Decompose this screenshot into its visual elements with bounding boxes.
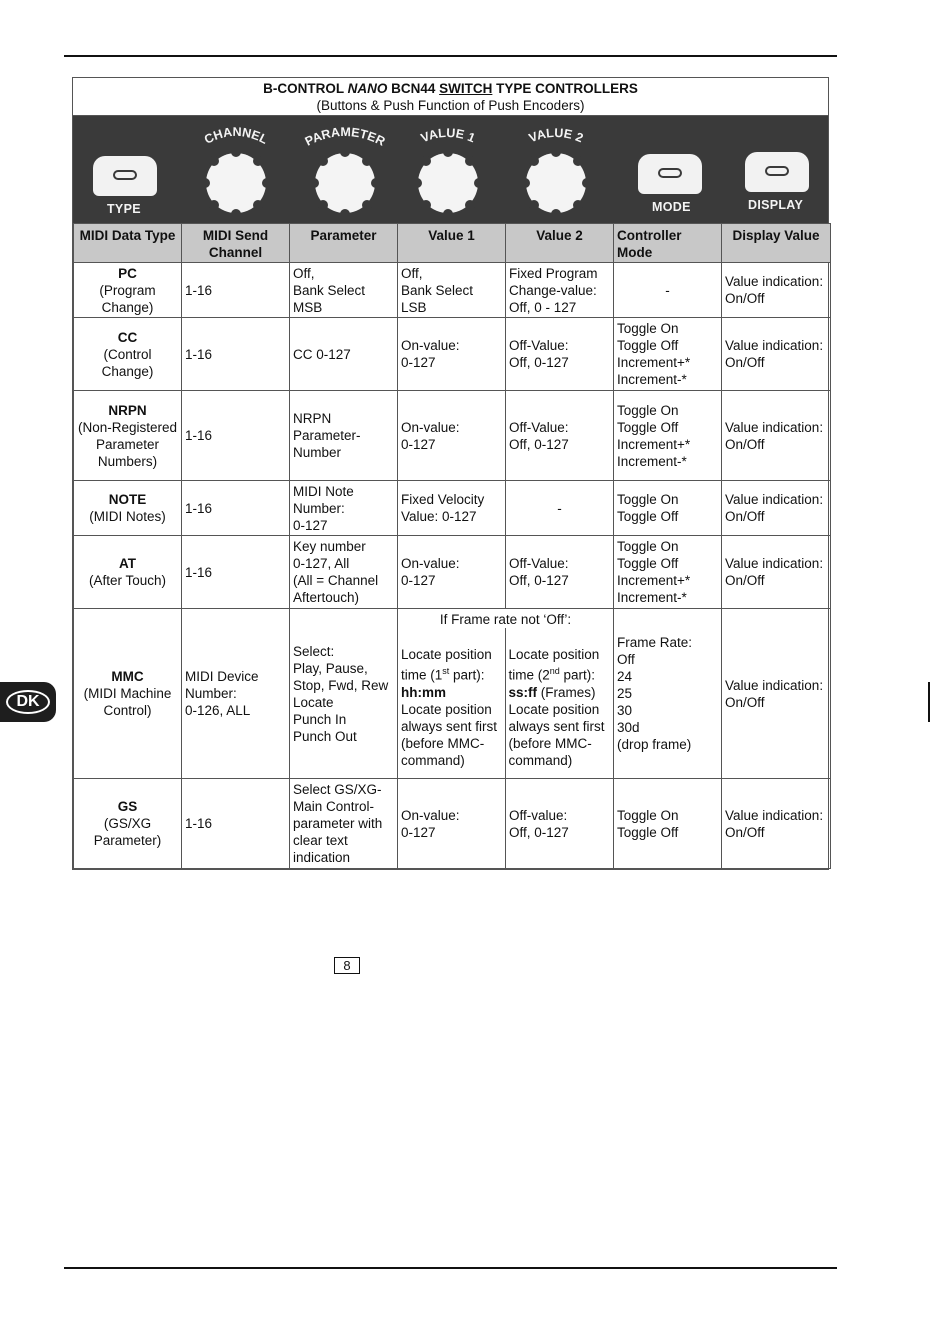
value2-line: always sent first <box>508 718 605 734</box>
frame-rate-note: If Frame rate not ‘Off’: <box>439 612 572 627</box>
type-description: (GS/XG Parameter) <box>93 816 162 848</box>
cell-value1 <box>398 263 506 318</box>
parameter-line: Play, Pause, <box>293 660 368 676</box>
cell-mode <box>614 263 722 318</box>
cell-channel: 1-16 <box>182 263 290 318</box>
type-name: CC <box>117 329 138 345</box>
value2-line: Locate position <box>508 701 600 717</box>
cell-value2 <box>506 391 614 481</box>
value2-line: Locate position <box>508 647 600 662</box>
table-row-cc <box>74 318 831 391</box>
mode-line: Frame Rate: <box>617 635 693 650</box>
table-row-pc <box>74 263 831 318</box>
language-tab-label: DK <box>6 690 50 714</box>
cell-values-mmc <box>398 609 614 779</box>
display-line: Value indication: <box>725 556 824 571</box>
table-header-row <box>74 224 831 263</box>
title-suffix: TYPE CONTROLLERS <box>492 81 638 96</box>
title-line <box>73 80 828 97</box>
cell-value2 <box>506 318 614 391</box>
parameter-knob-illustration <box>295 116 395 223</box>
title-switch-word: SWITCH <box>439 81 493 96</box>
table-body-special <box>74 609 831 869</box>
type-name: GS <box>117 799 138 814</box>
mode-line: Increment+* <box>617 355 691 370</box>
display-line: Value indication: <box>725 807 824 823</box>
cell-type <box>74 391 182 481</box>
table-row-gs <box>74 779 831 869</box>
col-header-display-value: Display Value <box>722 224 831 263</box>
value1-line: (before MMC- <box>401 735 485 751</box>
mode-line: Increment-* <box>617 453 687 469</box>
type-description: (Control Change) <box>101 346 154 379</box>
svg-text:CHANNEL: CHANNEL <box>202 124 271 147</box>
language-tab <box>0 682 56 722</box>
display-line: On/Off <box>725 509 765 524</box>
table-row-at <box>74 536 831 609</box>
type-description: (Non-Registered Parameter Numbers) <box>77 419 178 469</box>
page-number: 8 <box>334 957 360 974</box>
type-description: (Program Change) <box>99 282 156 315</box>
cell-value1-gs <box>398 779 506 869</box>
parameter-arc-label <box>295 120 395 152</box>
type-description: (After Touch) <box>88 573 167 588</box>
cell-value1 <box>398 481 506 536</box>
cell-type-mmc <box>74 609 182 779</box>
cell-type <box>74 536 182 609</box>
parameter-line: Stop, Fwd, Rew <box>293 677 389 693</box>
parameter-line: Parameter- <box>293 428 361 443</box>
cell-value2 <box>506 263 614 318</box>
display-line: On/Off <box>725 355 765 370</box>
parameter-line: CC 0-127 <box>293 346 351 362</box>
type-name: NRPN <box>108 402 147 418</box>
parameter-line: parameter with <box>293 816 383 831</box>
parameter-line: Locate <box>293 694 334 710</box>
cell-channel: 1-16 <box>182 481 290 536</box>
cell-display <box>722 318 831 391</box>
cell-channel-mmc <box>182 609 290 779</box>
value2-arc-label <box>511 120 601 152</box>
col-header-parameter: Parameter <box>290 224 398 263</box>
value1-line: 0-127 <box>401 355 436 370</box>
table-row-note <box>74 481 831 536</box>
value1-line: On-value: <box>401 338 460 353</box>
parameter-line: Key number <box>293 539 366 554</box>
display-button-slot <box>765 166 789 176</box>
bottom-rule <box>64 1267 837 1269</box>
mode-line: Increment+* <box>617 436 691 452</box>
mode-line: Toggle On <box>617 402 679 418</box>
value1-line: On-value: <box>401 556 460 571</box>
cell-mode-mmc <box>614 609 722 779</box>
parameter-line: Off, <box>293 265 315 281</box>
cell-type <box>74 481 182 536</box>
value1-line: Bank Select LSB <box>401 282 474 315</box>
mode-line: Toggle Off <box>617 824 679 840</box>
mode-button-illustration <box>638 116 708 223</box>
type-button-slot <box>113 170 137 180</box>
value1-format: hh:mm <box>401 684 446 700</box>
mode-line: Toggle On <box>617 539 679 554</box>
value2-line: command) <box>508 752 573 768</box>
table-body <box>74 263 831 609</box>
value2-line: Off, 0 - 127 <box>509 299 577 315</box>
value2-superscript: nd <box>549 666 560 676</box>
display-line: Value indication: <box>725 492 824 507</box>
svg-text:VALUE 1: VALUE 1 <box>418 125 478 146</box>
parameter-line: 0-127, All <box>293 556 350 571</box>
value1-knob-illustration <box>403 116 493 223</box>
device-panel-illustration <box>73 116 828 223</box>
display-line: Value indication: <box>725 338 824 353</box>
title-prefix: B-CONTROL <box>263 81 348 96</box>
cell-display <box>722 481 831 536</box>
cell-display <box>722 536 831 609</box>
cell-mode <box>614 391 722 481</box>
display-line: On/Off <box>725 824 765 840</box>
mmc-value-split <box>398 628 613 778</box>
parameter-knob-icon <box>312 150 378 216</box>
value2-time-text: time (2 <box>508 667 550 683</box>
edge-mark <box>928 682 930 722</box>
parameter-line: Select GS/XG- <box>293 782 382 797</box>
mmc-value2 <box>506 628 614 778</box>
value1-line: 0-127 <box>401 436 436 452</box>
controller-types-table <box>73 223 831 869</box>
cell-parameter-mmc <box>290 609 398 779</box>
cell-value2-gs <box>506 779 614 869</box>
parameter-line: Main Control- <box>293 799 375 814</box>
mode-line: Toggle On <box>617 321 679 336</box>
value1-line: always sent first <box>401 718 498 734</box>
value2-line: Change-value: <box>509 282 597 298</box>
mode-button-slot <box>658 168 682 178</box>
display-line: On/Off <box>725 694 765 710</box>
title-model: NANO <box>347 81 388 96</box>
display-line: On/Off <box>725 291 765 306</box>
svg-text:PARAMETER: PARAMETER <box>302 124 388 149</box>
value1-time-text: time (1 <box>401 667 443 683</box>
value1-line: 0-127 <box>401 573 436 588</box>
mode-line: Increment-* <box>617 590 687 605</box>
cell-display-mmc <box>722 609 831 779</box>
value1-line: Locate position <box>401 701 492 717</box>
type-description: (MIDI Machine Control) <box>83 686 172 718</box>
parameter-line: 0-127 <box>293 517 328 533</box>
col-header-value1: Value 1 <box>398 224 506 263</box>
value1-knob-icon <box>415 150 481 216</box>
value1-line: On-value: <box>401 807 460 823</box>
parameter-line: MSB <box>293 299 323 315</box>
title-mid: BCN44 <box>387 81 440 96</box>
table-subtitle: (Buttons & Push Function of Push Encoders) <box>316 98 585 113</box>
value1-part-text: part): <box>449 667 485 683</box>
value1-arc-label <box>403 120 493 152</box>
cell-channel: 1-16 <box>182 318 290 391</box>
channel-arc-label <box>191 120 281 152</box>
table-row-mmc <box>74 609 831 779</box>
value2-line: (before MMC- <box>508 735 592 751</box>
parameter-line: (All = Channel <box>293 573 379 588</box>
value1-line: On-value: <box>401 419 460 435</box>
mode-label: MODE <box>652 200 691 214</box>
display-label: DISPLAY <box>748 198 804 212</box>
mode-line: Off <box>617 652 635 667</box>
value2-line <box>509 663 612 684</box>
type-button-illustration <box>93 116 163 223</box>
table-row-nrpn <box>74 391 831 481</box>
svg-text:VALUE 2: VALUE 2 <box>526 125 586 146</box>
cell-parameter <box>290 481 398 536</box>
parameter-line: Punch In <box>293 711 347 727</box>
type-description: (MIDI Notes) <box>89 509 166 524</box>
value2-line: - <box>557 500 562 516</box>
value1-line: Off, <box>401 265 423 281</box>
value2-line: Off-Value: <box>509 338 569 353</box>
display-line: Value indication: <box>725 419 824 435</box>
parameter-line: Aftertouch) <box>293 590 360 605</box>
value2-line: Off, 0-127 <box>509 824 569 840</box>
value2-part-text: part): <box>559 667 596 683</box>
mode-line: Toggle On <box>617 807 679 823</box>
display-button-shape <box>745 152 809 192</box>
col-header-value2: Value 2 <box>506 224 614 263</box>
mode-line: Toggle Off <box>617 556 679 571</box>
channel-knob-illustration <box>191 116 281 223</box>
parameter-line: indication <box>293 850 351 865</box>
display-line: On/Off <box>725 573 765 588</box>
value2-line: Off-value: <box>509 807 568 823</box>
display-line: On/Off <box>725 436 765 452</box>
cell-parameter <box>290 536 398 609</box>
cell-display-gs <box>722 779 831 869</box>
value1-line: Locate position <box>401 647 492 662</box>
parameter-line: clear text <box>293 833 348 848</box>
value1-superscript: st <box>442 666 450 676</box>
value1-line: Value: 0-127 <box>401 509 477 524</box>
cell-mode <box>614 481 722 536</box>
cell-mode-gs <box>614 779 722 869</box>
parameter-line: Bank Select <box>293 282 366 298</box>
cell-value2 <box>506 536 614 609</box>
cell-display <box>722 263 831 318</box>
type-name: PC <box>118 265 137 281</box>
value2-line: Off, 0-127 <box>509 355 569 370</box>
mode-line: Toggle On <box>617 492 679 507</box>
cell-mode <box>614 536 722 609</box>
mode-line: Toggle Off <box>617 419 679 435</box>
value2-knob-illustration <box>511 116 601 223</box>
value2-line: Off-Value: <box>509 419 569 435</box>
top-rule <box>64 55 837 57</box>
type-name: AT <box>119 556 136 571</box>
value2-line: Off, 0-127 <box>509 436 569 452</box>
controller-table-sheet <box>72 77 829 870</box>
cell-channel: 1-16 <box>182 391 290 481</box>
cell-value2 <box>506 481 614 536</box>
value2-knob-icon <box>523 150 589 216</box>
cell-type <box>74 318 182 391</box>
channel-line: MIDI Device <box>185 669 259 684</box>
value1-line <box>398 663 503 684</box>
value1-line: 0-127 <box>401 824 436 840</box>
type-button-shape <box>93 156 157 196</box>
value1-line: Fixed Velocity <box>401 492 485 507</box>
value1-line: command) <box>401 752 465 768</box>
mode-line: 25 <box>617 686 633 701</box>
type-name: MMC <box>111 669 144 684</box>
cell-display <box>722 391 831 481</box>
type-name: NOTE <box>108 492 147 507</box>
parameter-line: Number: <box>293 500 345 516</box>
display-line: Value indication: <box>725 677 824 693</box>
mode-line: Toggle Off <box>617 509 679 524</box>
mode-line: Increment+* <box>617 573 691 588</box>
cell-mode <box>614 318 722 391</box>
value2-line: Off, 0-127 <box>509 573 569 588</box>
value2-frames-text: (Frames) <box>537 684 596 700</box>
mode-line: Increment-* <box>617 372 687 387</box>
table-title <box>73 78 828 116</box>
col-header-send-channel: MIDI Send Channel <box>182 224 290 263</box>
cell-channel-gs: 1-16 <box>182 779 290 869</box>
mmc-value1 <box>398 628 506 778</box>
mode-line: 24 <box>617 669 633 684</box>
col-header-controller-mode: Controller Mode <box>614 224 722 263</box>
value2-line: Off-Value: <box>509 556 569 571</box>
mode-button-shape <box>638 154 702 194</box>
mode-line: 30 <box>617 703 633 718</box>
mode-line: - <box>665 282 670 298</box>
parameter-line: MIDI Note <box>293 483 354 499</box>
type-label: TYPE <box>107 202 141 216</box>
cell-channel: 1-16 <box>182 536 290 609</box>
mode-line: (drop frame) <box>617 737 692 752</box>
col-header-midi-data-type: MIDI Data Type <box>74 224 182 263</box>
parameter-line: Number <box>293 445 342 460</box>
mode-line: 30d <box>617 720 640 735</box>
parameter-line: NRPN <box>293 411 332 426</box>
value2-format: ss:ff <box>508 684 538 700</box>
cell-type <box>74 263 182 318</box>
channel-line: 0-126, ALL <box>185 703 251 718</box>
value2-line <box>509 684 612 701</box>
parameter-line: Punch Out <box>293 728 357 744</box>
cell-value1 <box>398 536 506 609</box>
display-line: Value indication: <box>725 274 824 289</box>
cell-parameter <box>290 318 398 391</box>
display-button-illustration <box>745 116 825 223</box>
cell-parameter-gs <box>290 779 398 869</box>
channel-line: Number: <box>185 686 237 701</box>
cell-value1 <box>398 391 506 481</box>
cell-type-gs <box>74 779 182 869</box>
cell-parameter <box>290 391 398 481</box>
cell-parameter <box>290 263 398 318</box>
cell-value1 <box>398 318 506 391</box>
channel-knob-icon <box>203 150 269 216</box>
mode-line: Toggle Off <box>617 338 679 353</box>
parameter-line: Select: <box>293 643 335 659</box>
value2-line: Fixed Program <box>509 265 598 281</box>
